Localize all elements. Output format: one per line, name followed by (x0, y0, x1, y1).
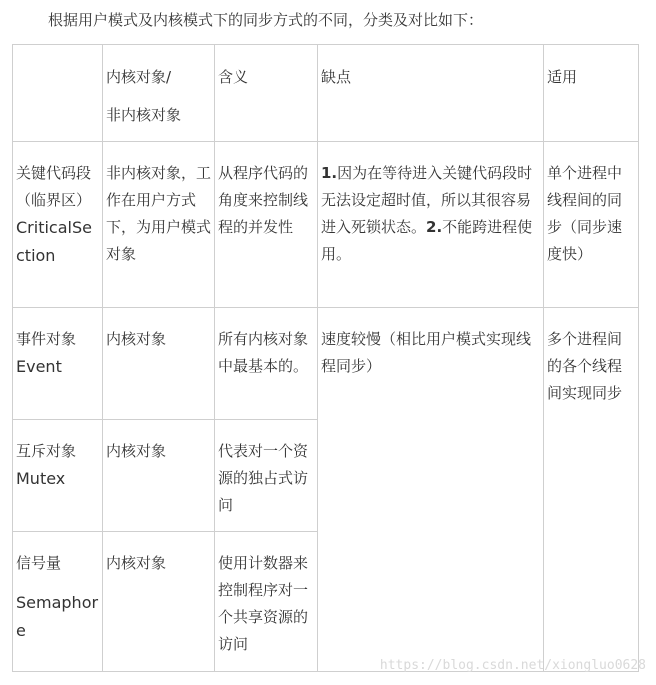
header-type-line1: 内核对象/ (106, 68, 172, 86)
header-type-cell (103, 45, 215, 142)
row-name-cn: 互斥对象 (16, 442, 77, 460)
row-type-cell: 内核对象 (103, 420, 215, 532)
intro-text: 根据用户模式及内核模式下的同步方式的不同，分类及对比如下： (48, 11, 484, 29)
watermark: https://blog.csdn.net/xiongluo0628 (379, 658, 646, 673)
row-name-en: Event (16, 357, 62, 376)
header-usage-cell: 适用 (544, 45, 639, 142)
row-type-cell: 内核对象 (103, 308, 215, 420)
comparison-table (12, 44, 639, 672)
row-name-en: Semaphore (16, 593, 99, 640)
drawback-text-1: 因为在等待进入关键代码段时无法设定超时值，所以其很容易进入死锁状态。 (321, 164, 533, 236)
row-name-cell (13, 308, 103, 420)
header-name-cell (13, 45, 103, 142)
row-type-cell: 非内核对象，工作在用户方式下，为用户模式对象 (103, 142, 215, 308)
row-meaning-cell: 所有内核对象中最基本的。 (215, 308, 318, 420)
row-name-en: CriticalSection (16, 218, 92, 265)
row-name-cell (13, 142, 103, 308)
row-usage-cell: 单个进程中线程间的同步（同步速度快） (544, 142, 639, 308)
kernel-drawback-cell: 速度较慢（相比用户模式实现线程同步） (318, 308, 544, 672)
drawback-num-1: 1. (321, 164, 338, 182)
header-type-line2: 非内核对象 (106, 106, 182, 124)
row-name-cn: 关键代码段（临界区） (16, 164, 92, 209)
row-meaning-cell: 使用计数器来控制程序对一个共享资源的访问 (215, 532, 318, 672)
row-name-cn: 信号量 (16, 554, 62, 572)
row-name-cell (13, 532, 103, 672)
header-drawback-cell: 缺点 (318, 45, 544, 142)
table-row-critical-section (13, 142, 639, 308)
drawback-num-2: 2. (426, 218, 443, 236)
drawback-text-2: 不能跨进程使用。 (321, 218, 533, 263)
row-name-en: Mutex (16, 469, 66, 488)
row-meaning-cell: 从程序代码的角度来控制线程的并发性 (215, 142, 318, 308)
table-header-row (13, 45, 639, 142)
row-name-cn: 事件对象 (16, 330, 77, 348)
kernel-usage-cell: 多个进程间的各个线程间实现同步 (544, 308, 639, 672)
row-drawback-cell (318, 142, 544, 308)
row-meaning-cell: 代表对一个资源的独占式访问 (215, 420, 318, 532)
row-name-cell (13, 420, 103, 532)
header-meaning-cell: 含义 (215, 45, 318, 142)
row-type-cell: 内核对象 (103, 532, 215, 672)
table-row-event (13, 308, 639, 420)
